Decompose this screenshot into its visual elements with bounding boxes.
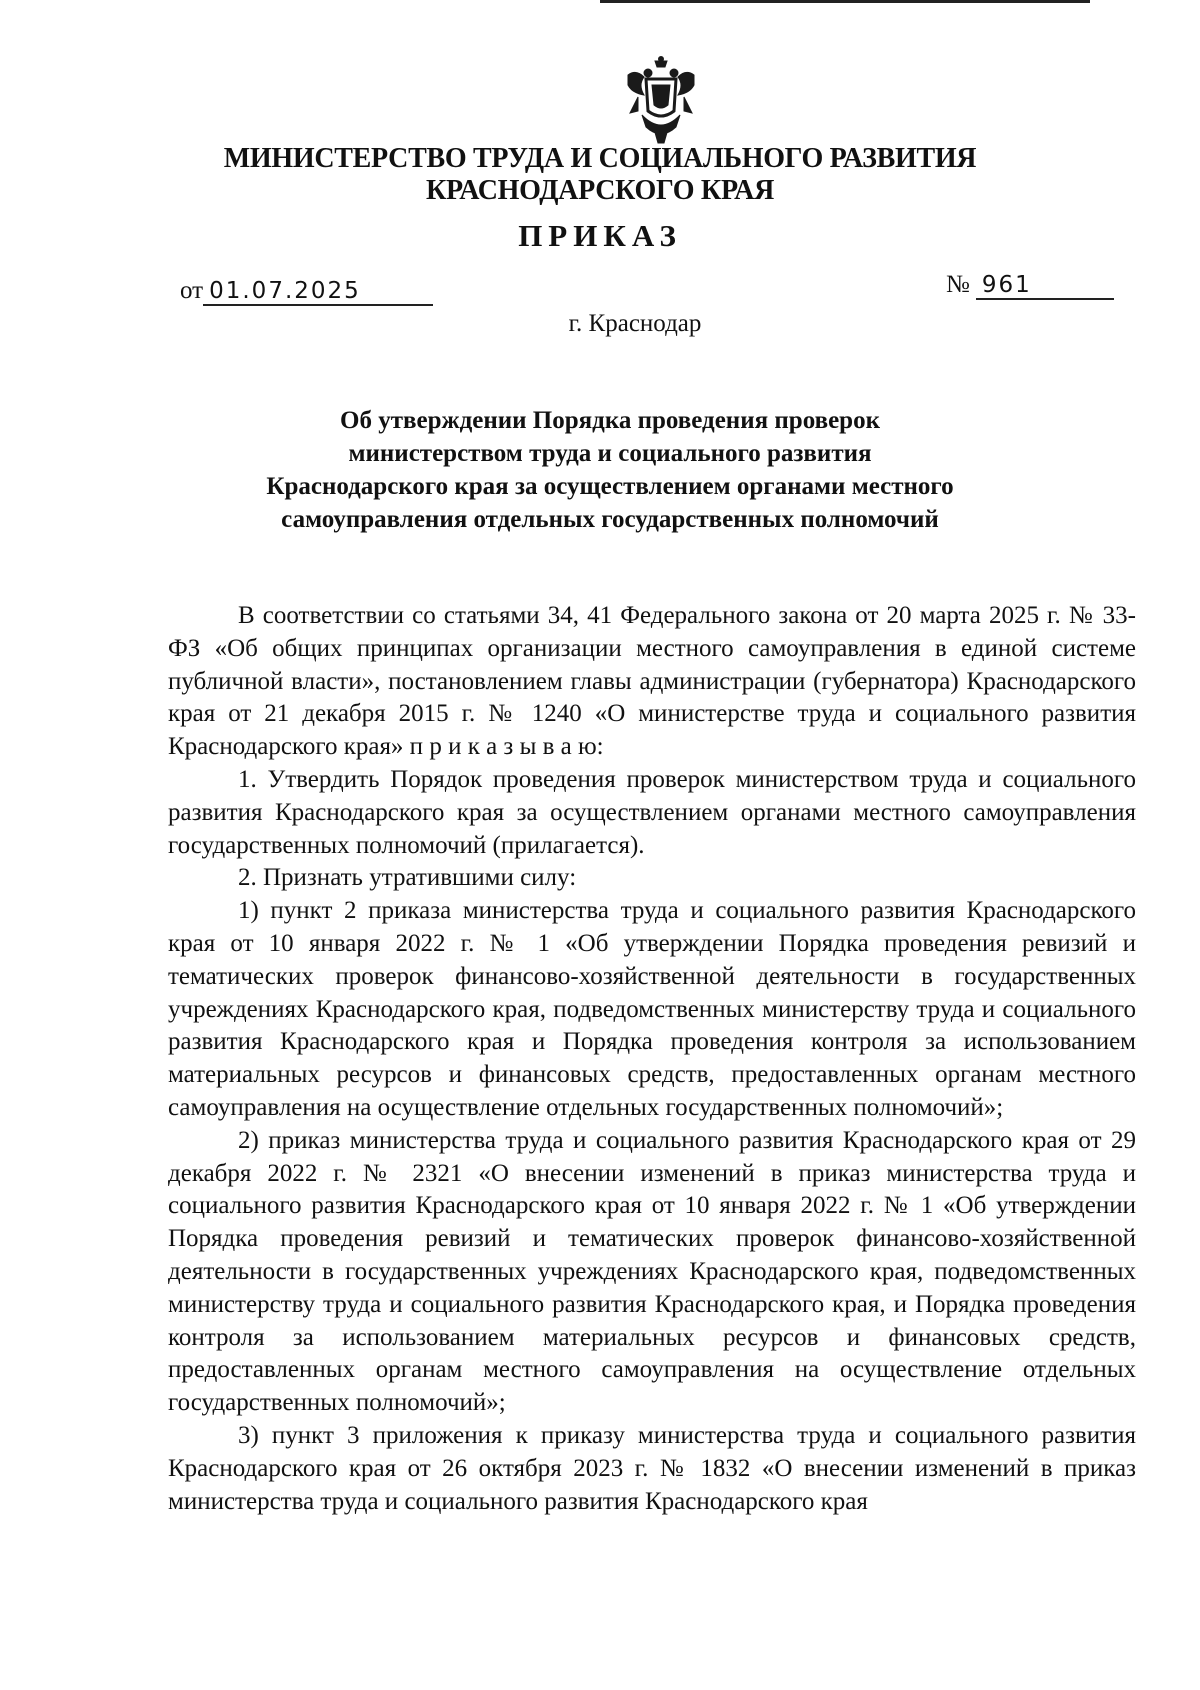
ministry-name-line1: МИНИСТЕРСТВО ТРУДА И СОЦИАЛЬНОГО РАЗВИТИЯ — [223, 143, 977, 174]
number-prefix: № — [946, 271, 970, 298]
body-paragraph-subitem-3: 3) пункт 3 приложения к приказу министерства труда и социального развития Краснодарского края от 26 октября 2023 г. № 1832 «О внесении изменений в приказ министерства труда и социального развития Краснодарского края — [168, 1421, 1136, 1515]
ministry-name — [0, 143, 1200, 207]
subject-line3: Краснодарского края за осуществлением органами местного — [266, 473, 954, 500]
body-paragraph-item-2: 2. Признать утратившими силу: — [238, 864, 577, 892]
order-number — [946, 271, 1114, 300]
date-value: 01.07.2025 — [203, 278, 433, 306]
body-paragraph-subitem-2: 2) приказ министерства труда и социального развития Краснодарского края от 29 декабря 2022 г. № 2321 «О внесении изменений в приказ министерства труда и социального развития Краснодарского края от 10 января 2022 г. № 1 «Об утверждении Порядка проведения ревизий и тематических проверок финансово-хозяйственной деятельности в государственных учреждениях Краснодарского края, подведомственных министерству труда и социального развития Краснодарского края, и Порядка проведения контроля за использованием материальных ресурсов и финансовых средств, предоставленных органам местного самоуправления на осуществление отдельных государственных полномочий»; — [168, 1126, 1136, 1417]
document-type: ПРИКАЗ — [518, 218, 682, 253]
subject-line2: министерством труда и социального развития — [348, 440, 872, 467]
body-paragraph-preamble: В соответствии со статьями 34, 41 Федерального закона от 20 марта 2025 г. № 33-ФЗ «Об общих принципах организации местного самоуправления в единой системе публичной власти», постановлением главы администрации (губернатора) Краснодарского края от 21 декабря 2015 г. № 1240 «О министерстве труда и социального развития Краснодарского края» п р и к а з ы в а ю: — [168, 602, 1136, 761]
subject-line4: самоуправления отдельных государственных полномочий — [281, 506, 939, 533]
ministry-name-line2: КРАСНОДАРСКОГО КРАЯ — [425, 175, 775, 206]
coat-of-arms-emblem — [624, 55, 698, 145]
top-scan-rule — [600, 0, 1090, 3]
body-paragraph-subitem-1: 1) пункт 2 приказа министерства труда и социального развития Краснодарского края от 10 января 2022 г. № 1 «Об утверждении Порядка проведения ревизий и тематических проверок финансово-хозяйственной деятельности в государственных учреждениях Краснодарского края, подведомственных министерству труда и социального развития Краснодарского края и Порядка проведения контроля за использованием материальных ресурсов и финансовых средств, предоставленных органам местного самоуправления на осуществление отдельных государственных полномочий»; — [168, 897, 1136, 1121]
city: г. Краснодар — [568, 310, 702, 337]
order-date — [180, 277, 433, 306]
number-value: 961 — [976, 272, 1114, 300]
subject-line1: Об утверждении Порядка проведения проверок — [340, 407, 880, 434]
order-subject — [0, 404, 1200, 536]
order-body — [168, 600, 1136, 1518]
body-paragraph-item-1: 1. Утвердить Порядок проведения проверок министерством труда и социального развития Краснодарского края за осуществлением органами местного самоуправления государственных полномочий (прилагается). — [168, 765, 1136, 859]
date-prefix: от — [180, 277, 204, 304]
